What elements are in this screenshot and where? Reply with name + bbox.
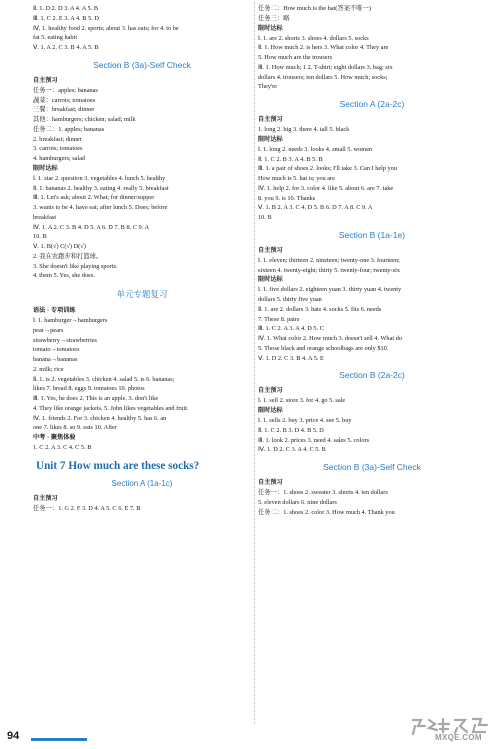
right-top-answers bbox=[258, 4, 486, 24]
answer-line: 任务二：How much is the hat(答案不唯一) bbox=[258, 5, 371, 12]
page-number: 94 bbox=[7, 730, 20, 742]
answer-line: 5. eleven dollars 6. nine dollars bbox=[258, 498, 337, 506]
answer-line: Ⅰ. 1. eleven; thirteen 2. nineteen; twenty-one 3. fourteen; bbox=[258, 256, 400, 264]
answer-line: Ⅲ. 1. How much; 1 2. T-shirt; eight dollars 3. bag; six bbox=[258, 63, 393, 71]
answer-line: 5. Those black and orange schoolbags are only $10. bbox=[258, 344, 389, 352]
answer-line: 4. They like orange jackets. 5. John likes vegetables and fruit. bbox=[33, 404, 189, 412]
answer-line: 2. milk; rice bbox=[33, 365, 64, 373]
watermark-text: MXQE.COM bbox=[435, 733, 482, 742]
answer-line: 三餐：breakfast; dinner bbox=[33, 106, 95, 114]
answer-line: fat 5. eating habit bbox=[33, 34, 78, 42]
answer-line: Ⅲ. 1. a pair of shoes 2. looks; I'll take 3. Can I help you bbox=[258, 165, 398, 173]
answer-line: They're bbox=[258, 83, 277, 91]
answer-line: 5. How much are the trousers bbox=[258, 54, 333, 61]
section-title-2a-2c: Section A (2a-2c) bbox=[339, 99, 405, 109]
right-column bbox=[258, 4, 486, 517]
label-timed: 限时达标 bbox=[258, 276, 283, 284]
answer-line: 8. you 9. is 10. Thanks bbox=[258, 194, 316, 202]
answer-line: Ⅲ. 1. look 2. prices 3. need 4. sales 5. colors bbox=[258, 436, 370, 444]
answer-line: Ⅱ. 1. C 2. B 3. A 4. B 5. B bbox=[258, 155, 323, 163]
answer-line: pear→pears bbox=[33, 326, 64, 334]
answer-line: Ⅳ. 1. friends 2. For 3. chicken 4. healthy 5. has 6. an bbox=[33, 414, 167, 422]
answer-line: Ⅲ. 1. Yes, he does 2. This is an apple. 3. don't like bbox=[33, 395, 159, 402]
section-title-3a-self-check: Section B (3a)-Self Check bbox=[93, 59, 191, 70]
answer-line: Ⅲ. 1. C 2. A 3. A 4. D 5. C bbox=[258, 325, 324, 333]
answer-line: Ⅳ. 1. healthy food 2. sports; about 3. has eats; for 4. to be bbox=[33, 24, 179, 32]
label-timed: 限时达标 bbox=[258, 24, 283, 32]
answer-line: 2. 我在农跑步和打篮球。 bbox=[33, 252, 103, 260]
answer-line: one 7. likes 8. so 9. eats 10. After bbox=[33, 424, 117, 432]
answer-line: 10. B bbox=[258, 214, 272, 221]
label-preview: 自主预习 bbox=[258, 387, 283, 395]
answer-line: strawberry→strawberries bbox=[33, 336, 97, 344]
label-preview: 自主预习 bbox=[258, 116, 283, 123]
answer-line: 3. carrots; tomatoes bbox=[33, 145, 83, 153]
answers-3a-preview bbox=[33, 86, 251, 164]
answer-line: Ⅲ. 1. Let's ask; about 2. What; for dinner/supper bbox=[33, 194, 155, 202]
answer-line: Ⅰ. 1. long 2. needs 3. looks 4. small 5. women bbox=[258, 145, 373, 153]
label-preview: 自主预习 bbox=[33, 494, 58, 502]
answers-1a-1e-timed bbox=[258, 285, 486, 363]
answer-line: Ⅱ. 1. How much 2. is hers 3. What color 4. They are bbox=[258, 44, 389, 52]
section-title-unit-review: 单元专题复习 bbox=[116, 289, 168, 299]
label-timed: 限时达标 bbox=[258, 135, 283, 143]
answer-line: 任务一：apples; bananas bbox=[33, 86, 98, 94]
answer-line: sixteen 4. twenty-eight; thirty 5. twenty-four; twenty-six bbox=[258, 266, 401, 274]
answer-line: How much is 5. hat is; you are bbox=[258, 175, 335, 182]
answer-line: 任务三：略 bbox=[258, 14, 290, 22]
answer-line: Ⅰ. 1. hamburger→hamburgers bbox=[33, 317, 108, 324]
watermark-logo bbox=[405, 716, 495, 744]
label-preview: 自主预习 bbox=[33, 76, 58, 84]
answer-line: 任务二：1. apples; bananas bbox=[33, 125, 105, 133]
answers-b-2a-2c-preview bbox=[258, 396, 486, 406]
right-top-timed bbox=[258, 34, 486, 93]
answers-1a-1e-preview bbox=[258, 256, 486, 276]
label-grammar-drill: 语法 · 专项训练 bbox=[33, 307, 76, 314]
answer-line: 7. These 8. pairs bbox=[258, 315, 300, 323]
answer-line: Ⅰ. 1. sell 2. store 3. for 4. go 5. sale bbox=[258, 397, 346, 405]
answer-line: tomato→tomatoes bbox=[33, 346, 80, 354]
answer-line: Ⅰ. 1. are 2. shorts 3. shoes 4. dollars 5. socks bbox=[258, 34, 369, 42]
label-timed: 限时达标 bbox=[33, 164, 58, 172]
answers-1a-1c-preview bbox=[33, 504, 251, 514]
column-divider bbox=[254, 2, 255, 724]
label-preview: 自主预习 bbox=[258, 246, 283, 254]
answer-line: 蔬菜：carrots; tomatoes bbox=[33, 96, 96, 104]
section-title-b-3a-self-check: Section B (3a)-Self Check bbox=[323, 462, 421, 472]
answer-line: breakfast bbox=[33, 213, 57, 221]
answer-line: Ⅳ. 1. help 2. for 3. color 4. like 5. about 6. are 7. take bbox=[258, 184, 394, 192]
page-number-bar bbox=[31, 738, 87, 741]
answer-line: Ⅳ. 1. A 2. C 3. B 4. D 5. A 6. D 7. B 8. C 9. A bbox=[33, 223, 150, 231]
section-title-b-2a-2c: Section B (2a-2c) bbox=[339, 370, 405, 381]
answer-line: Ⅱ. 1. D 2. D 3. A 4. A 5. B bbox=[33, 5, 99, 12]
answer-line: 3. wants to be 4. have eat; after lunch 5. Does; before bbox=[33, 204, 168, 211]
answer-line: 任务一：1. G 2. F 3. D 4. A 5. C 6. E 7. B bbox=[33, 504, 141, 512]
answers-2a-2c-timed bbox=[258, 145, 486, 223]
answer-line: Ⅴ. 1. B(√) C(√) D(√) bbox=[33, 243, 86, 250]
answer-line: 其他：hamburgers; chicken; salad; milk bbox=[33, 116, 136, 123]
answers-review-exam bbox=[33, 443, 251, 453]
answer-line: 2. breakfast; dinner bbox=[33, 135, 82, 143]
answer-line: Ⅳ. 1. D 2. C 3. A 4. C 5. B bbox=[258, 446, 326, 454]
answers-3a-timed bbox=[33, 174, 251, 281]
answer-line: Ⅳ. 1. What color 2. How much 3. doesn't sell 4. What do bbox=[258, 335, 402, 342]
answers-b-3a-preview bbox=[258, 488, 486, 517]
left-column bbox=[33, 4, 251, 514]
answer-line: Ⅴ. 1. A 2. C 3. B 4. A 5. B bbox=[33, 44, 99, 51]
label-exam-focus: 中考 · 聚焦体验 bbox=[33, 434, 76, 441]
answers-b-2a-2c-timed bbox=[258, 416, 486, 455]
answer-line: Ⅱ. 1. is 2. vegetables 3. chicken 4. salad 5. is 6. bananas; bbox=[33, 375, 175, 383]
answer-line: likes 7. bread 8. eggs 9. tomatoes 10. photos bbox=[33, 385, 145, 393]
answer-line: Ⅰ. 1. five dollars 2. eighteen yuan 3. thirty yuan 4. twenty bbox=[258, 286, 402, 294]
answer-line: 任务二：1. shoes 2. color 3. How much 4. Thank you bbox=[258, 508, 395, 516]
answer-line: 10. B bbox=[33, 233, 47, 241]
answer-line: dollars 5. thirty five yuan bbox=[258, 296, 322, 303]
unit-title: Unit 7 How much are these socks? bbox=[36, 459, 200, 472]
answer-line: 3. She doesn't like playing sports. bbox=[33, 262, 118, 270]
answer-line: 4. them 5. Yes, she does. bbox=[33, 272, 95, 280]
answer-line: Ⅴ. 1. B 2. A 3. C 4. D 5. B 6. D 7. A 8. C 9. A bbox=[258, 204, 373, 212]
answers-2a-2c-preview bbox=[258, 125, 486, 135]
answer-line: Ⅱ. 1. C 2. B 3. D 4. B 5. D bbox=[258, 426, 324, 434]
section-title-1a-1e: Section B (1a-1e) bbox=[338, 229, 406, 240]
answer-line: 1. long 2. big 3. there 4. tall 5. black bbox=[258, 126, 350, 133]
answers-review-grammar bbox=[33, 316, 251, 433]
label-timed: 限时达标 bbox=[258, 407, 283, 414]
answer-line: 4. hamburgers; salad bbox=[33, 155, 86, 162]
answer-line: Ⅱ. 1. bananas 2. healthy 3. eating 4. really 5. breakfast bbox=[33, 184, 169, 192]
answer-line: 1. C 2. A 3. C 4. C 5. B bbox=[33, 444, 92, 451]
answer-line: Ⅲ. 1. C 2. E 3. A 4. B 5. D bbox=[33, 14, 99, 22]
left-top-answers bbox=[33, 4, 251, 53]
answer-line: banana→bananas bbox=[33, 356, 78, 363]
answer-line: Ⅰ. 1. star 2. question 3. vegetables 4. lunch 5. healthy bbox=[33, 174, 166, 182]
section-title-1a-1c: Section A (1a-1c) bbox=[111, 478, 173, 488]
answer-line: Ⅰ. 1. sells 2. buy 3. price 4. see 5. buy bbox=[258, 417, 352, 424]
answer-line: 任务一：1. shoes 2. sweater 3. shorts 4. ten dollars bbox=[258, 489, 388, 496]
answer-line: dollars 4. trousers; ten dollars 5. How much; socks; bbox=[258, 73, 388, 81]
answer-line: Ⅴ. 1. D 2. C 3. B 4. A 5. E bbox=[258, 354, 324, 362]
answer-line: Ⅱ. 1. are 2. dollars 3. hats 4. socks 5. fits 6. needs bbox=[258, 305, 382, 313]
label-preview: 自主预习 bbox=[258, 479, 283, 486]
